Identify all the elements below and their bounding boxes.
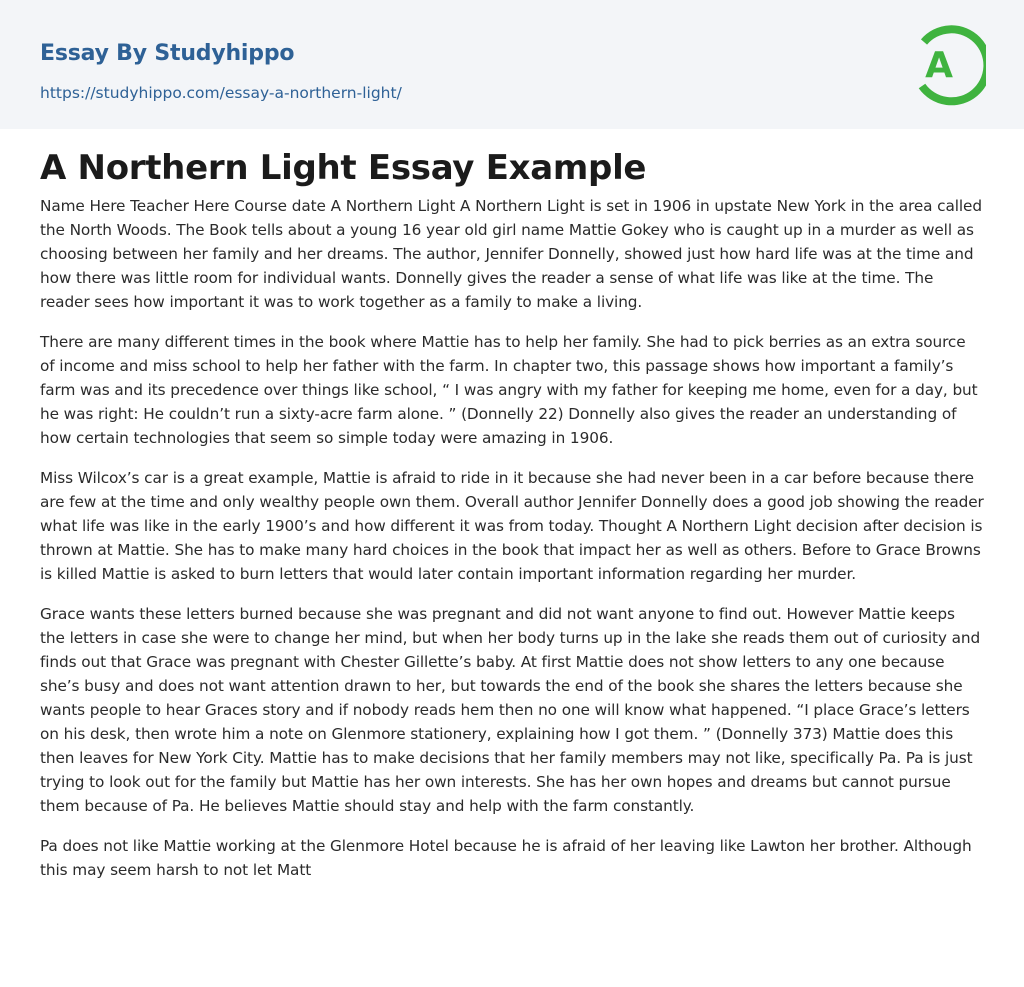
paragraph: There are many different times in the book where Mattie has to help her family. She had to pick berries as an extra source of income and miss school to help her father with the farm. In chapter two, this passage shows how important a family’s farm was and its precedence over things like school, “ I was angry with my father for keeping me home, even for a day, but he was right: He couldn’t run a sixty-acre farm alone. ” (Donnelly 22) Donnelly also gives the reader an understanding of how certain technologies that seem so simple today were amazing in 1906. — [40, 333, 978, 447]
page-title: A Northern Light Essay Example — [40, 148, 647, 188]
article-body — [40, 194, 984, 898]
logo-letter: A — [925, 45, 953, 86]
site-title[interactable]: Essay By Studyhippo — [40, 41, 295, 66]
logo-ring-icon — [912, 20, 986, 106]
paragraph: Pa does not like Mattie working at the Glenmore Hotel because he is afraid of her leaving like Lawton her brother. Although this may seem harsh to not let Matt — [40, 837, 972, 879]
paragraph: Miss Wilcox’s car is a great example, Mattie is afraid to ride in it because she had never been in a car before because there are few at the time and only wealthy people own them. Overall author Jennifer Donnelly does a good job showing the reader what life was like in the early 1900’s and how different it was from today. Thought A Northern Light decision after decision is thrown at Mattie. She has to make many hard choices in the book that impact her as well as others. Before to Grace Browns is killed Mattie is asked to burn letters that would later contain important information regarding her murder. — [40, 469, 984, 583]
paragraph: Name Here Teacher Here Course date A Northern Light A Northern Light is set in 1906 in upstate New York in the area called the North Woods. The Book tells about a young 16 year old girl name Mattie Gokey who is caught up in a murder as well as choosing between her family and her dreams. The author, Jennifer Donnelly, showed just how hard life was at the time and how there was little room for individual wants. Donnelly gives the reader a sense of what life was like at the time. The reader sees how important it was to work together as a family to make a living. — [40, 197, 982, 311]
paragraph: Grace wants these letters burned because she was pregnant and did not want anyone to find out. However Mattie keeps the letters in case she were to change her mind, but when her body turns up in the lake she reads them out of curiosity and finds out that Grace was pregnant with Chester Gillette’s baby. At first Mattie does not show letters to any one because she’s busy and does not want attention drawn to her, but towards the end of the book she shares the letters because she wants people to hear Graces story and if nobody reads hem then no one will know what happened. “I place Grace’s letters on his desk, then wrote him a note on Glenmore stationery, explaining how I got them. ” (Donnelly 373) Mattie does this then leaves for New York City. Mattie has to make decisions that her family members may not like, specifically Pa. Pa is just trying to look out for the family but Mattie has her own interests. She has her own hopes and dreams but cannot pursue them because of Pa. He believes Mattie should stay and help with the farm constantly. — [40, 605, 981, 815]
studyhippo-logo-icon[interactable] — [912, 20, 986, 106]
source-url-link[interactable]: https://studyhippo.com/essay-a-northern-light/ — [40, 84, 402, 102]
